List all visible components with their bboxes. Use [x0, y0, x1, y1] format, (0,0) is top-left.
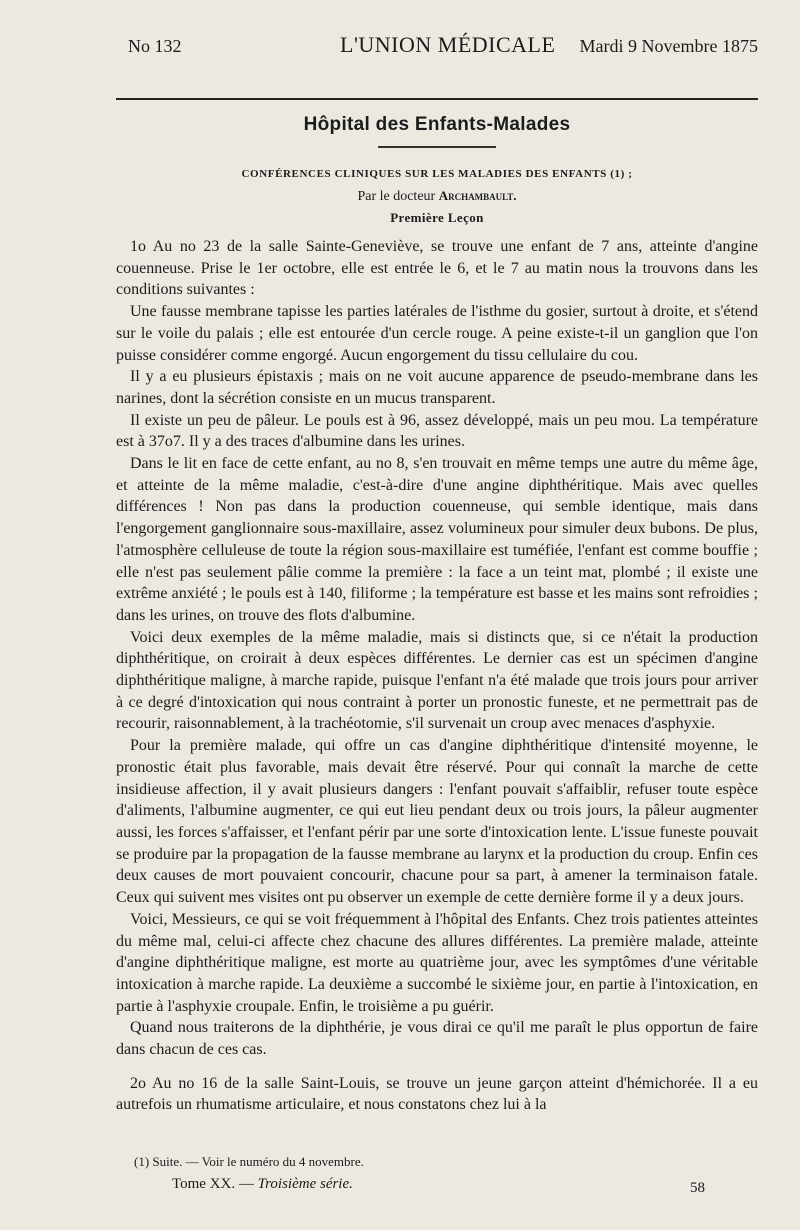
paragraph: Voici, Messieurs, ce qui se voit fréquemment à l'hôpital des Enfants. Chez trois patientes atteintes du même mal, celui-ci affecte chez chacune des allures différentes. La première malade, atteinte d'angine diphthéritique maligne, est morte au quatrième jour, avec les symptômes d'une véritable intoxication à marche rapide. La deuxième a succombé le sixième jour, en partie à l'intoxication, en partie à l'asphyxie croupale. Enfin, le troisième a pu guérir. — [116, 910, 758, 1015]
paragraph: Voici deux exemples de la même maladie, mais si distincts que, si ce n'était la production diphthéritique, on croirait à deux espèces différentes. Le dernier cas est un spécimen d'angine diphthéritique maligne, à marche rapide, puisque l'enfant n'a été malade que trois jours pour arriver à ce degré d'intoxication qui nous contraint à porter un pronostic funeste, et ne permettrait pas de recourir, raisonnablement, à la trachéotomie, s'il survenait un croup avec menaces d'asphyxie. — [116, 628, 758, 733]
lesson-heading: Première Leçon — [390, 210, 484, 225]
running-header — [116, 30, 758, 64]
header-rule — [116, 98, 758, 100]
hospital-heading: Hôpital des Enfants-Malades — [303, 114, 571, 135]
paragraph: 1o Au no 23 de la salle Sainte-Geneviève, se trouve une enfant de 7 ans, atteinte d'angine couenneuse. Prise le 1er octobre, elle est entrée le 6, et le 7 au matin nous la trouvons dans les conditions suivantes : — [116, 238, 758, 299]
series-label: Troisième série. — [257, 1176, 353, 1192]
journal-title: L'UNION MÉDICALE — [340, 32, 556, 57]
author-line — [116, 188, 758, 205]
issue-number: No 132 — [128, 36, 182, 56]
paragraph: Il y a eu plusieurs épistaxis ; mais on ne voit aucune apparence de pseudo-membrane dans les narines, dont la sécrétion consiste en un mucus transparent. — [116, 368, 758, 407]
author-name: Archambault. — [438, 188, 517, 203]
paragraph: Il existe un peu de pâleur. Le pouls est à 96, assez développé, mais un peu mou. La température est à 37o7. Il y a des traces d'albumine dans les urines. — [116, 411, 758, 451]
footnote: (1) Suite. — Voir le numéro du 4 novembre. — [134, 1154, 364, 1169]
paragraph: Pour la première malade, qui offre un cas d'angine diphthéritique d'intensité moyenne, le pronostic était plus favorable, mais devait être réservé. Pour qui connaît la marche de cette insidieuse affection, il y avait plusieurs dangers : l'enfant pouvait s'affaiblir, refuser toute espèce d'aliments, l'albumine augmenter, ce qui eut lieu pendant deux ou trois jours, la pâleur augmenter aussi, les forces s'affaisser, et l'enfant périr par une sorte d'intoxication lente. L'issue funeste pouvait se produire par la propagation de la fausse membrane au larynx et la production du croup. Enfin ces deux causes de mort pouvaient concourir, chacune pour sa part, à amener la terminaison fatale. Ceux qui suivent mes visites ont pu observer un exemple de cette dernière forme il y a deux jours. — [116, 737, 758, 907]
paragraph: 2o Au no 16 de la salle Saint-Louis, se trouve un jeune garçon atteint d'hémichorée. Il a eu autrefois un rhumatisme articulaire, et nous constatons chez lui à la — [116, 1074, 758, 1114]
title-rule — [378, 146, 496, 148]
paragraph: Dans le lit en face de cette enfant, au no 8, s'en trouvait en même temps une autre du même âge, et atteinte de la même maladie, c'est-à-dire d'une angine diphthéritique. Mais avec quelles différences ! Non pas dans la production couenneuse, qui semble identique, mais dans l'engorgement ganglionnaire sous-maxillaire, assez volumineux pour simuler deux bubons. De plus, l'atmosphère celluleuse de toute la région sous-maxillaire est tuméfiée, l'enfant est comme bouffie ; elle n'est pas seulement pâlie comme la première : la face a un teint mat, plombé ; il existe une extrême anxiété ; le pouls est à 140, filiforme ; la température est basse et les mains sont refroidies ; dans les urines, on trouve des flots d'albumine. — [116, 455, 758, 624]
issue-date: Mardi 9 Novembre 1875 — [579, 36, 758, 56]
page-number: 58 — [690, 1180, 705, 1196]
article-body — [116, 236, 758, 1116]
paragraph: Une fausse membrane tapisse les parties latérales de l'isthme du gosier, surtout à droite, et s'étend sur le voile du palais ; elle est entourée d'un cercle rouge. A peine existe-t-il un ganglion que l'on puisse considérer comme engorgé. Aucun engorgement du tissu cellulaire du cou. — [116, 303, 758, 364]
series-heading: CONFÉRENCES CLINIQUES SUR LES MALADIES DES ENFANTS (1) ; — [241, 168, 633, 180]
volume-footer — [172, 1176, 353, 1193]
author-prefix: Par le docteur — [357, 189, 439, 204]
volume-label: Tome XX. — — [172, 1176, 258, 1192]
paragraph: Quand nous traiterons de la diphthérie, je vous dirai ce qu'il me paraît le plus opportun de faire dans chacun de ces cas. — [116, 1019, 758, 1059]
